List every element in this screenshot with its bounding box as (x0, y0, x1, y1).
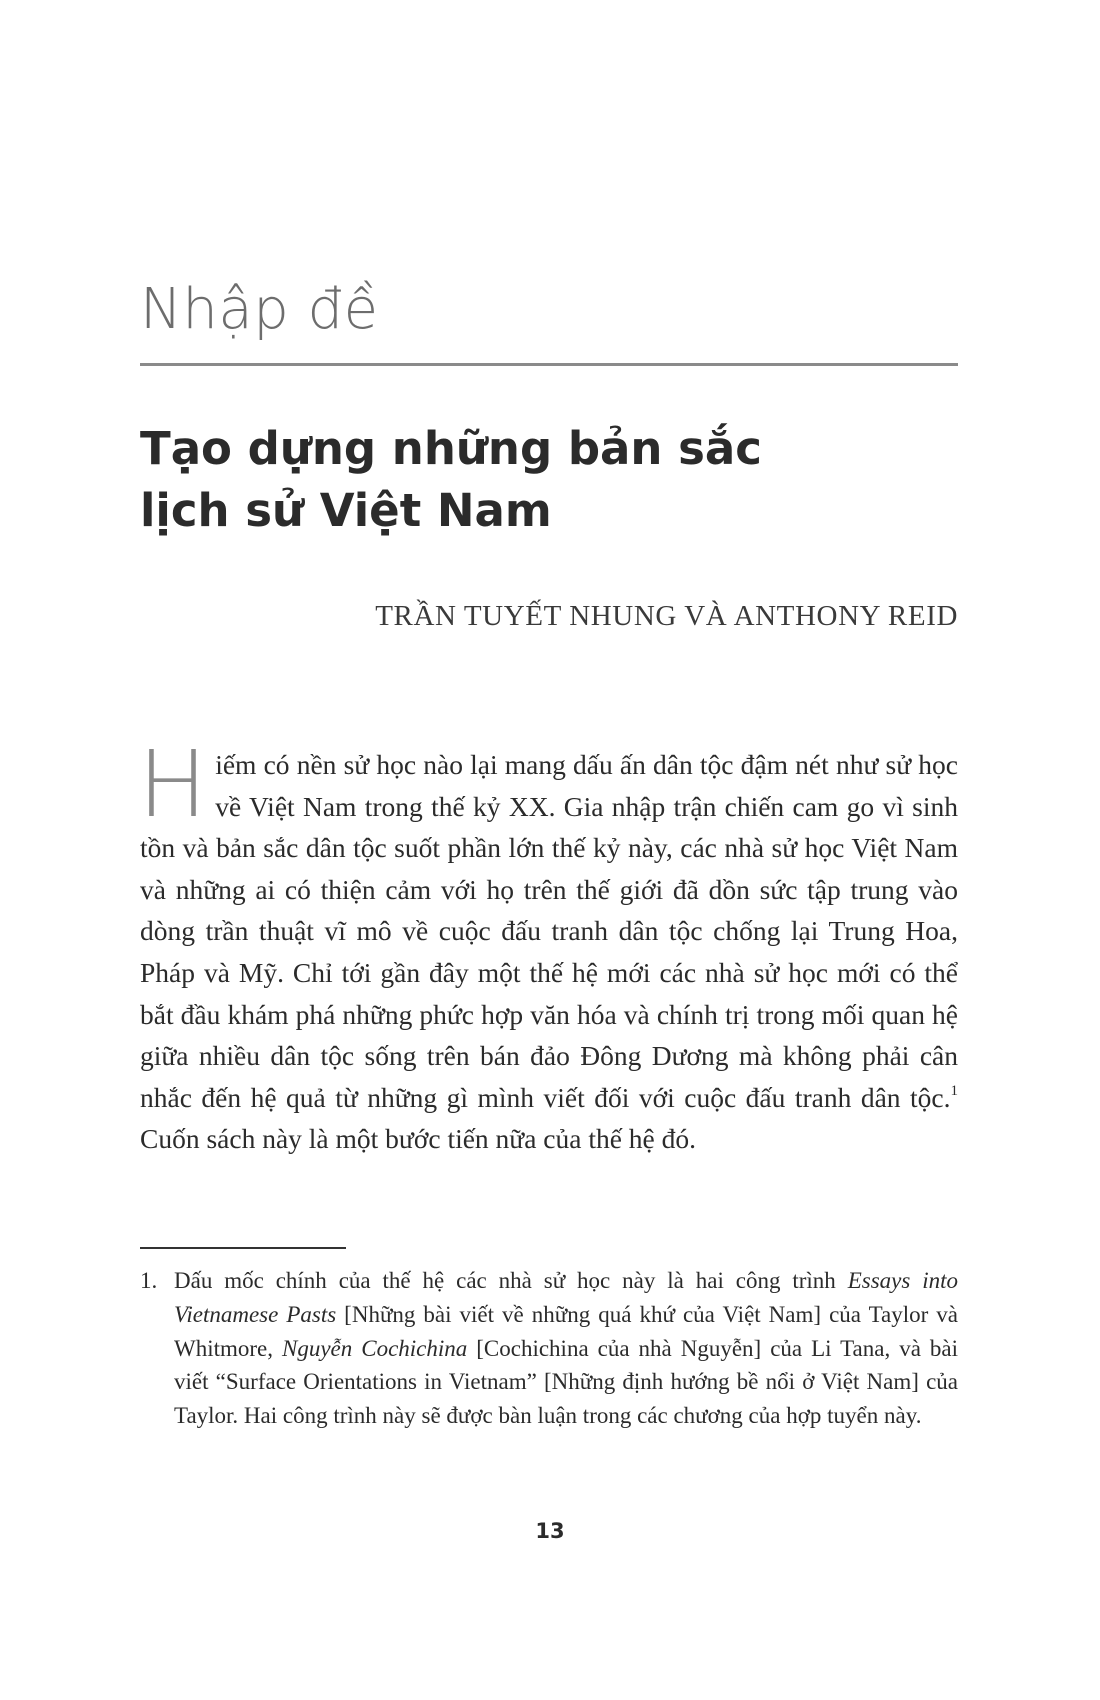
chapter-rule (140, 363, 958, 366)
chapter-title (140, 418, 958, 542)
body-text-main: iếm có nền sử học nào lại mang dấu ấn dân tộc đậm nét như sử học về Việt Nam trong thế kỷ XX. Gia nhập trận chiến cam go vì sinh tồn và bản sắc dân tộc suốt phần lớn thế kỷ này, các nhà sử học Việt Nam và những ai có thiện cảm với họ trên thế giới đã dồn sức tập trung vào dòng trần thuật vĩ mô về cuộc đấu tranh dân tộc chống lại Trung Hoa, Pháp và Mỹ. Chỉ tới gần đây một thế hệ mới các nhà sử học mới có thể bắt đầu khám phá những phức hợp văn hóa và chính trị trong mối quan hệ giữa nhiều dân tộc sống trên bán đảo Đông Dương mà không phải cân nhắc đến hệ quả từ những gì mình viết đối với cuộc đấu tranh dân tộc. (140, 749, 958, 1113)
footnote-title-1: Essays into Vietnamese Pasts (174, 1268, 958, 1327)
drop-cap: H (138, 731, 208, 838)
chapter-title-line-1: Tạo dựng những bản sắc (140, 422, 762, 475)
footnote-rule (140, 1247, 346, 1249)
footnote-text-part-3: [Cochichina của nhà Nguyễn] của Li Tana, và bài viết “Surface Orientations in Vietnam” [Những định hướng bề nổi ở Việt Nam] của Taylor. Hai công trình này sẽ được bàn luận trong các chương của hợp tuyển này. (174, 1335, 958, 1429)
footnote-number: 1. (140, 1268, 158, 1293)
footnote-marker[interactable]: 1 (950, 1082, 958, 1099)
chapter-label: Nhập đề (140, 277, 379, 342)
chapter-authors: TRẦN TUYẾT NHUNG VÀ ANTHONY REID (375, 600, 958, 632)
footnote (140, 1264, 958, 1433)
body-paragraph (138, 731, 958, 1160)
page-number: 13 (535, 1519, 565, 1543)
chapter-title-line-2: lịch sử Việt Nam (140, 484, 552, 537)
body-text-end: Cuốn sách này là một bước tiến nữa của thế hệ đó. (140, 1123, 697, 1155)
footnote-text-part-2: [Những bài viết về những quá khứ của Việt Nam] của Taylor và Whitmore, (174, 1301, 958, 1361)
footnote-title-2: Nguyễn Cochichina (281, 1335, 468, 1361)
footnote-text (174, 1264, 958, 1433)
footnote-text-part-1: Dấu mốc chính của thế hệ các nhà sử học này là hai công trình (174, 1268, 848, 1293)
